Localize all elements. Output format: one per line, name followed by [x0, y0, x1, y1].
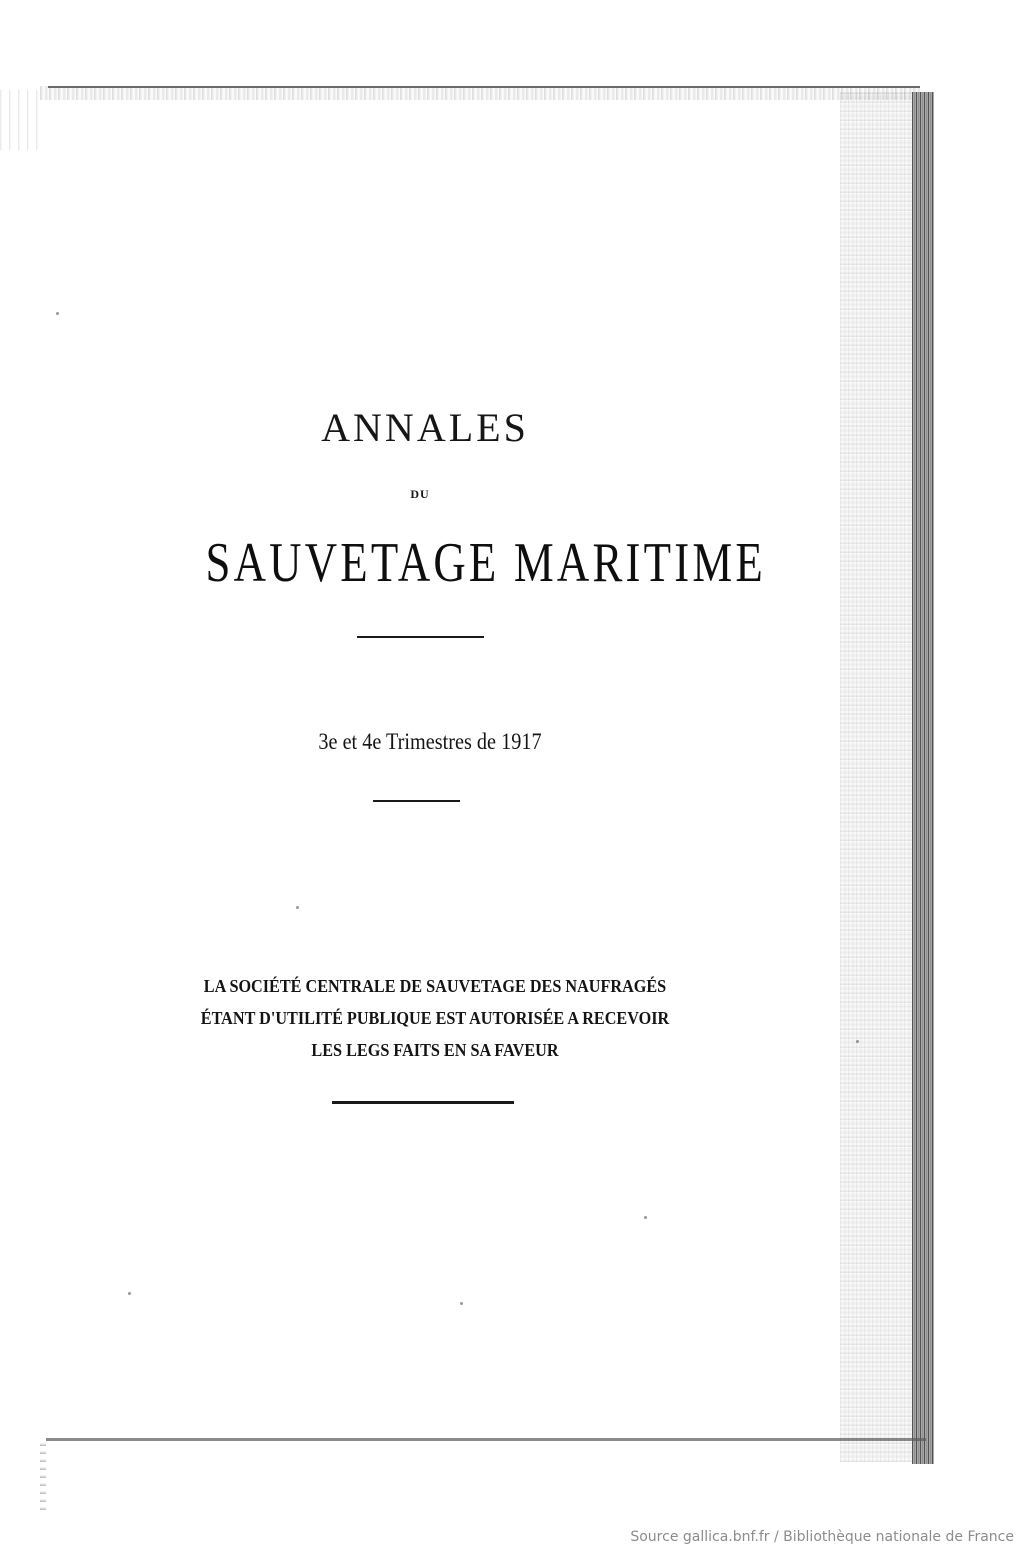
page-top-edge-artifact: [40, 86, 920, 100]
speck: [56, 312, 59, 315]
statement-line: LA SOCIÉTÉ CENTRALE DE SAUVETAGE DES NAUFRAGÉS: [203, 976, 667, 996]
source-credit: Source gallica.bnf.fr / Bibliothèque nationale de France: [630, 1529, 1014, 1545]
title-sauvetage-maritime: SAUVETAGE MARITIME: [205, 532, 766, 594]
speck: [128, 1292, 131, 1295]
period-divider: [373, 800, 460, 802]
period-subtitle: 3e et 4e Trimestres de 1917: [318, 729, 542, 754]
statement-line: ÉTANT D'UTILITÉ PUBLIQUE EST AUTORISÉE A RECEVOIR: [200, 1008, 670, 1028]
title-annales: ANNALES: [321, 405, 529, 450]
page-bottom-border: [46, 1438, 926, 1441]
left-bottom-artifact: [40, 1440, 46, 1510]
speck: [460, 1302, 463, 1305]
right-margin-speckle: [840, 92, 916, 1462]
statement-line: LES LEGS FAITS EN SA FAVEUR: [311, 1040, 559, 1060]
page-top-border: [48, 86, 920, 88]
page-right-edge: [912, 92, 934, 1464]
title-du: DU: [410, 487, 430, 501]
title-divider: [357, 636, 484, 638]
speck: [856, 1040, 859, 1043]
legal-statement: [140, 970, 730, 1066]
speck: [296, 906, 299, 909]
speck: [644, 1216, 647, 1219]
closing-divider: [332, 1101, 514, 1104]
left-margin-artifact: [0, 90, 40, 150]
